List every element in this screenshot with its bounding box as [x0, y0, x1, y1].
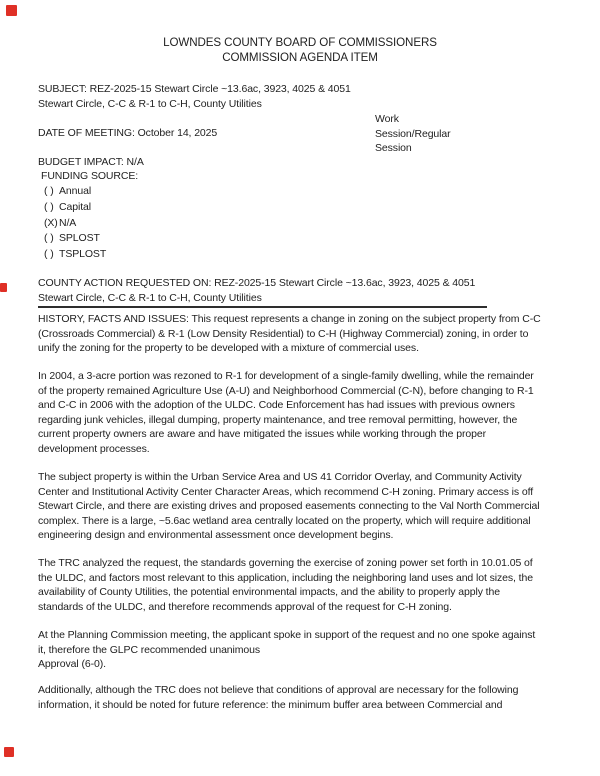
paragraph-line: The subject property is within the Urban Service Area and US 41 Corridor Overlay, and Community Activity [38, 471, 522, 483]
session-type-block [375, 112, 451, 156]
red-scan-mark-middle [0, 283, 7, 292]
funding-option-label: TSPLOST [59, 248, 107, 261]
funding-option-tsplost [44, 247, 106, 263]
paragraph-additional-note [38, 683, 518, 712]
document-header [0, 36, 600, 65]
paragraph-line: information, it should be noted for future reference: the minimum buffer area between Commercial and [38, 698, 503, 711]
paragraph-line: engineering design and environmental assessment once development begins. [38, 529, 394, 541]
paragraph-line: complex. There is a large, ~5.6ac wetland area centrally located on the property, which will require additional [38, 514, 531, 527]
underline-rule [38, 306, 487, 308]
paragraph-2004-rezoning [38, 369, 534, 456]
funding-option-label: N/A [59, 216, 77, 229]
paragraph-line: standards of the ULDC, and therefore recommends approval of the request for C-H zoning. [38, 600, 452, 613]
checkbox-na-checked: (X) [44, 216, 58, 229]
paragraph-line: HISTORY, FACTS AND ISSUES: This request represents a change in zoning on the subject property from C-C [38, 313, 541, 325]
checkbox-splost: ( ) [44, 232, 54, 245]
paragraph-line: Approval (6-0). [38, 658, 106, 670]
session-type-line-1: Work [375, 113, 399, 125]
funding-options-list [44, 184, 106, 263]
paragraph-line: Center and Institutional Activity Center Character Areas, which recommend C-H zoning. Primary access is off [38, 485, 534, 498]
subject-line-2: Stewart Circle, C-C & R-1 to C-H, County Utilities [38, 97, 262, 110]
county-action-block [38, 276, 475, 305]
paragraph-subject-property [38, 470, 540, 543]
date-of-meeting: DATE OF MEETING: October 14, 2025 [38, 127, 218, 139]
paragraph-line: and C-C in 2006 with the adoption of the ULDC. Code Enforcement has had issues with previous owners [38, 399, 515, 411]
paragraph-line: regarding junk vehicles, illegal dumping, property maintenance, and tree removal permitting, however, the [38, 413, 518, 426]
red-scan-mark-bottom [4, 747, 14, 757]
paragraph-line: (Crossroads Commercial) & R-1 (Low Density Residential) to C-H (Highway Commercial) zoning, in order to [38, 327, 529, 340]
checkbox-annual: ( ) [44, 185, 54, 197]
session-type-line-3: Session [375, 142, 412, 154]
checkbox-capital: ( ) [44, 200, 54, 213]
paragraph-line: Additionally, although the TRC does not believe that conditions of approval are necessary for the following [38, 684, 519, 696]
paragraph-line: The TRC analyzed the request, the standards governing the exercise of zoning power set forth in 10.01.05 of [38, 557, 533, 569]
paragraph-line: Stewart Circle, and there are existing drives and proposed easements connecting to the Val North Commercial [38, 500, 540, 512]
paragraph-line: In 2004, a 3-acre portion was rezoned to R-1 for development of a single-family dwelling, while the remainder [38, 370, 534, 382]
funding-option-splost [44, 231, 106, 247]
funding-option-annual [44, 184, 106, 200]
paragraph-history [38, 312, 541, 356]
checkbox-tsplost: ( ) [44, 248, 54, 261]
header-org-title: LOWNDES COUNTY BOARD OF COMMISSIONERS [163, 36, 437, 49]
paragraph-trc-analysis [38, 556, 533, 614]
paragraph-line: unify the zoning for the property to be developed with a mixture of commercial uses. [38, 342, 419, 354]
funding-source-label: FUNDING SOURCE: [41, 170, 139, 182]
paragraph-line: availability of County Utilities, the potential environmental impacts, and the ability to properly apply the [38, 586, 500, 598]
paragraph-line: it, therefore the GLPC recommended unanimous [38, 643, 261, 656]
budget-impact: BUDGET IMPACT: N/A [38, 156, 144, 168]
county-action-line-1: COUNTY ACTION REQUESTED ON: REZ-2025-15 Stewart Circle ~13.6ac, 3923, 4025 & 4051 [38, 277, 476, 289]
county-action-line-2: Stewart Circle, C-C & R-1 to C-H, County Utilities [38, 291, 262, 304]
funding-option-label: Annual [59, 185, 92, 197]
session-type-line-2: Session/Regular [375, 127, 451, 140]
paragraph-line: of the property remained Agriculture Use (A-U) and Neighborhood Commercial (C-N), before changing to R-1 [38, 384, 534, 397]
funding-option-capital [44, 200, 106, 216]
subject-block [38, 82, 351, 111]
paragraph-line: At the Planning Commission meeting, the applicant spoke in support of the request and no one spoke against [38, 629, 536, 641]
funding-option-na [44, 216, 106, 232]
paragraph-line: current property owners are aware and have mitigated the issues while working through the proper [38, 428, 486, 440]
paragraph-line: development processes. [38, 442, 150, 455]
subject-line-1: SUBJECT: REZ-2025-15 Stewart Circle ~13.6ac, 3923, 4025 & 4051 [38, 83, 351, 95]
paragraph-planning-commission [38, 628, 535, 672]
paragraph-line: the ULDC, and factors most relevant to this application, including the neighboring land uses and lot sizes, the [38, 571, 533, 584]
funding-option-label: Capital [59, 200, 91, 213]
header-doc-title: COMMISSION AGENDA ITEM [222, 50, 378, 64]
red-scan-mark-top [6, 5, 17, 16]
funding-option-label: SPLOST [59, 232, 100, 245]
